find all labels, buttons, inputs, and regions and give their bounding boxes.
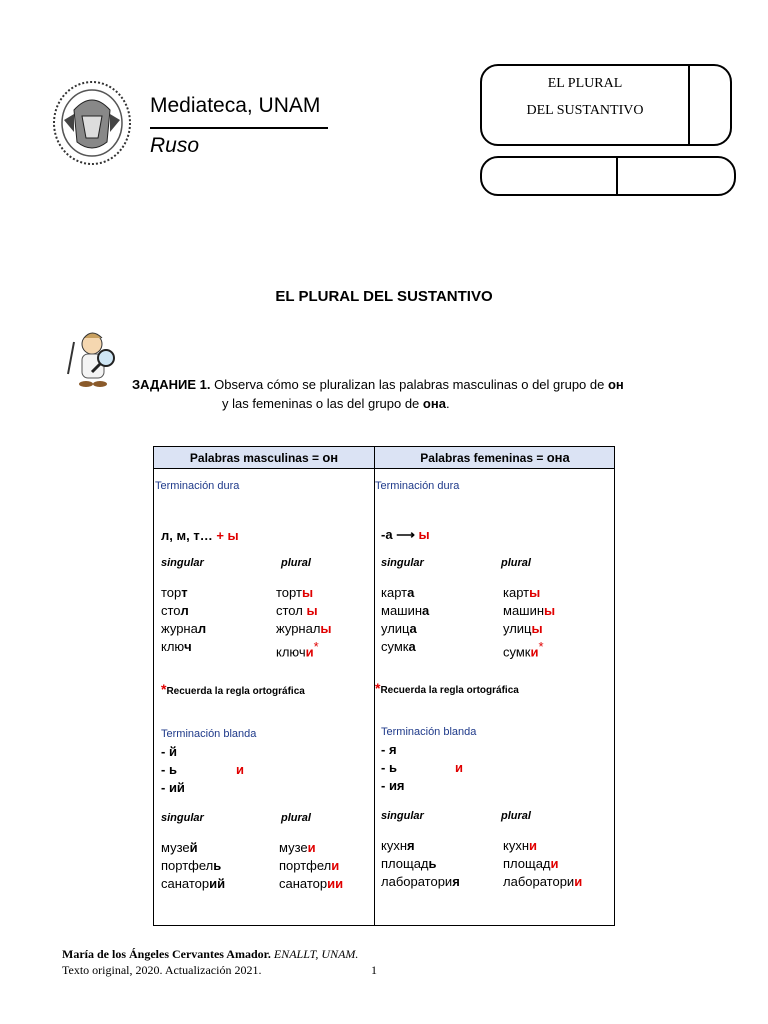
fem-soft-plural-2-stem: лаборатори xyxy=(503,874,575,889)
fem-hard-singular-1-ending: а xyxy=(422,603,430,618)
masc-hard-label: Terminación dura xyxy=(155,480,240,492)
fem-rule-note: *Recuerda la regla ortográfica xyxy=(375,680,519,696)
fem-hard-plural-1 xyxy=(503,603,555,618)
fem-hard-plural-0-ending: ы xyxy=(529,585,541,600)
masc-soft-ending-1: - ь xyxy=(161,762,177,777)
fem-soft-result: и xyxy=(455,760,463,775)
masc-soft-singular-1-stem: портфел xyxy=(161,858,214,873)
fem-soft-plural-2 xyxy=(503,874,582,889)
institution-name: Mediateca, UNAM xyxy=(150,94,321,117)
masc-hard-singular-1 xyxy=(161,603,189,618)
fem-soft-plural-1-stem: площад xyxy=(503,856,551,871)
masc-soft-singular-0 xyxy=(161,840,198,855)
fem-soft-plural-2-ending: и xyxy=(574,874,583,889)
masc-soft-singular-0-ending: й xyxy=(189,840,198,855)
fem-singular-label: singular xyxy=(381,557,424,569)
fem-soft-plural-0 xyxy=(503,838,537,853)
masc-soft-result: и xyxy=(236,762,244,777)
masc-singular-label: singular xyxy=(161,557,204,569)
masc-soft-singular-1 xyxy=(161,858,221,873)
masc-soft-plural-label: plural xyxy=(281,812,311,824)
masc-hard-plural-1-ending: ы xyxy=(306,603,318,618)
masc-hard-singular-3-stem: клю xyxy=(161,639,185,654)
fem-soft-singular-2-ending: я xyxy=(452,874,460,889)
masc-hard-plural-2 xyxy=(276,621,332,636)
page-title: EL PLURAL DEL SUSTANTIVO xyxy=(275,288,493,305)
fem-hard-singular-2 xyxy=(381,621,417,636)
task-period: . xyxy=(445,396,450,411)
fem-soft-singular-1 xyxy=(381,856,437,871)
topic-line-1: EL PLURAL xyxy=(547,76,623,91)
fem-soft-ending-0: - я xyxy=(381,742,397,757)
header-feminine: Palabras femeninas = она xyxy=(420,450,570,465)
masc-hard-endings: л, м, т… + ы xyxy=(161,528,239,543)
header-divider xyxy=(150,127,328,129)
masc-hard-plural-2-stem: журнал xyxy=(276,621,321,636)
fem-soft-singular-1-ending: ь xyxy=(428,856,437,871)
masc-hard-singular-0 xyxy=(161,585,188,600)
fem-soft-ending-1: - ь xyxy=(381,760,397,775)
task-word-on: он xyxy=(607,377,624,392)
masc-hard-singular-2-ending: л xyxy=(197,621,207,636)
fem-hard-singular-1 xyxy=(381,603,429,618)
unam-seal-logo xyxy=(52,80,132,166)
masc-hard-plural-1-stem: стол xyxy=(276,603,307,618)
masc-hard-plural-3-star: * xyxy=(313,639,319,654)
masc-soft-plural-2 xyxy=(279,876,343,891)
topic-box xyxy=(480,64,732,146)
level-box xyxy=(480,156,736,196)
fem-soft-singular-0-stem: кухн xyxy=(381,838,408,853)
masc-soft-ending-2: - ий xyxy=(161,780,185,795)
masc-soft-plural-1-stem: портфел xyxy=(279,858,332,873)
fem-hard-plural-0-stem: карт xyxy=(503,585,530,600)
fem-soft-singular-0-ending: я xyxy=(407,838,415,853)
fem-hard-label: Terminación dura xyxy=(375,480,460,492)
masc-soft-singular-2-stem: санатор xyxy=(161,876,210,891)
masc-hard-singular-2-stem: журна xyxy=(161,621,198,636)
fem-hard-singular-3-stem: сумк xyxy=(381,639,409,654)
fem-soft-label: Terminación blanda xyxy=(381,726,477,738)
fem-hard-plural-3-ending: и xyxy=(530,644,539,660)
masc-soft-plural-0 xyxy=(279,840,316,855)
masc-soft-plural-2-ending: ии xyxy=(327,876,344,891)
masc-hard-singular-1-stem: сто xyxy=(161,603,181,618)
task-line-2 xyxy=(222,396,450,411)
masc-soft-singular-0-stem: музе xyxy=(161,840,190,855)
footer-author-line: María de los Ángeles Cervantes Amador. ENALLT, UNAM. xyxy=(62,947,359,961)
masc-plural-label: plural xyxy=(281,557,311,569)
masc-soft-singular-2 xyxy=(161,876,225,891)
masc-soft-singular-1-ending: ь xyxy=(213,858,222,873)
task-text-2: y las femeninas o las del grupo de xyxy=(222,396,423,411)
masc-hard-plural-2-ending: ы xyxy=(320,621,332,636)
task-line-1 xyxy=(132,377,624,392)
fem-soft-singular-2-stem: лаборатори xyxy=(381,874,453,889)
fem-hard-plural-2-stem: улиц xyxy=(503,621,532,636)
fem-soft-singular-0 xyxy=(381,838,415,853)
masc-hard-singular-0-stem: тор xyxy=(161,585,182,600)
fem-soft-plural-0-stem: кухн xyxy=(503,838,530,853)
fem-hard-singular-1-stem: машин xyxy=(381,603,423,618)
fem-plural-label: plural xyxy=(501,557,531,569)
fem-hard-singular-2-stem: улиц xyxy=(381,621,410,636)
masc-hard-plural-0 xyxy=(276,585,313,600)
task-word-ona: она xyxy=(422,396,446,411)
fem-soft-plural-1 xyxy=(503,856,559,871)
masc-hard-plural-0-ending: ы xyxy=(301,585,314,600)
masc-hard-singular-0-ending: т xyxy=(181,585,188,600)
masc-hard-singular-3-ending: ч xyxy=(184,639,192,654)
masc-rule-note: *Recuerda la regla ortográfica xyxy=(161,681,305,697)
masc-soft-label: Terminación blanda xyxy=(161,728,257,740)
masc-soft-plural-2-stem: санатор xyxy=(279,876,328,891)
page-number: 1 xyxy=(371,963,377,977)
header-masculine: Palabras masculinas = он xyxy=(189,450,339,465)
language-name: Ruso xyxy=(150,134,200,157)
footer-date-line: Texto original, 2020. Actualización 2021. xyxy=(62,963,262,977)
masc-hard-plural-3-ending: и xyxy=(305,644,314,660)
fem-hard-plural-2-ending: ы xyxy=(531,621,543,636)
detective-illustration xyxy=(62,328,120,390)
fem-soft-plural-label: plural xyxy=(501,810,531,822)
masc-hard-plural-3 xyxy=(276,639,319,659)
task-text-1: Observa cómo se pluralizan las palabras masculinas o del grupo de xyxy=(210,377,608,392)
level-box-divider xyxy=(616,158,618,194)
masc-hard-singular-3 xyxy=(161,639,192,654)
masc-soft-singular-2-ending: ий xyxy=(209,876,226,891)
masc-soft-plural-1 xyxy=(279,858,339,873)
fem-hard-singular-3 xyxy=(381,639,416,654)
masc-soft-plural-0-stem: музе xyxy=(279,840,308,855)
fem-soft-plural-1-ending: и xyxy=(550,856,559,871)
topic-line-2: DEL SUSTANTIVO xyxy=(526,103,644,118)
masc-hard-plural-0-stem: торт xyxy=(276,585,302,600)
fem-soft-singular-1-stem: площад xyxy=(381,856,429,871)
fem-hard-singular-0 xyxy=(381,585,414,600)
task-label: ЗАДАНИЕ 1. xyxy=(132,377,211,392)
masc-soft-ending-0: - й xyxy=(161,744,177,759)
masc-hard-singular-2 xyxy=(161,621,206,636)
fem-hard-plural-2 xyxy=(503,621,543,636)
fem-hard-plural-3 xyxy=(503,639,544,659)
masc-hard-plural-1 xyxy=(276,603,318,618)
fem-hard-singular-0-stem: карт xyxy=(381,585,408,600)
fem-soft-plural-0-ending: и xyxy=(529,838,538,853)
fem-hard-plural-1-stem: машин xyxy=(503,603,545,618)
fem-hard-singular-2-ending: а xyxy=(409,621,417,636)
fem-hard-plural-3-star: * xyxy=(538,639,544,654)
fem-hard-plural-3-stem: сумк xyxy=(503,644,531,660)
topic-box-divider xyxy=(688,66,690,144)
masc-soft-singular-label: singular xyxy=(161,812,204,824)
fem-soft-ending-2: - ия xyxy=(381,778,405,793)
fem-hard-plural-1-ending: ы xyxy=(544,603,556,618)
fem-hard-singular-0-ending: а xyxy=(407,585,415,600)
fem-hard-endings: -а ⟶ ы xyxy=(381,527,430,542)
fem-soft-singular-2 xyxy=(381,874,460,889)
masc-soft-plural-1-ending: и xyxy=(331,858,340,873)
fem-hard-plural-0 xyxy=(503,585,540,600)
fem-soft-singular-label: singular xyxy=(381,810,424,822)
fem-hard-singular-3-ending: а xyxy=(408,639,416,654)
masc-hard-plural-3-stem: ключ xyxy=(276,644,306,660)
masc-soft-plural-0-ending: и xyxy=(307,840,316,855)
masc-hard-singular-1-ending: л xyxy=(180,603,189,618)
